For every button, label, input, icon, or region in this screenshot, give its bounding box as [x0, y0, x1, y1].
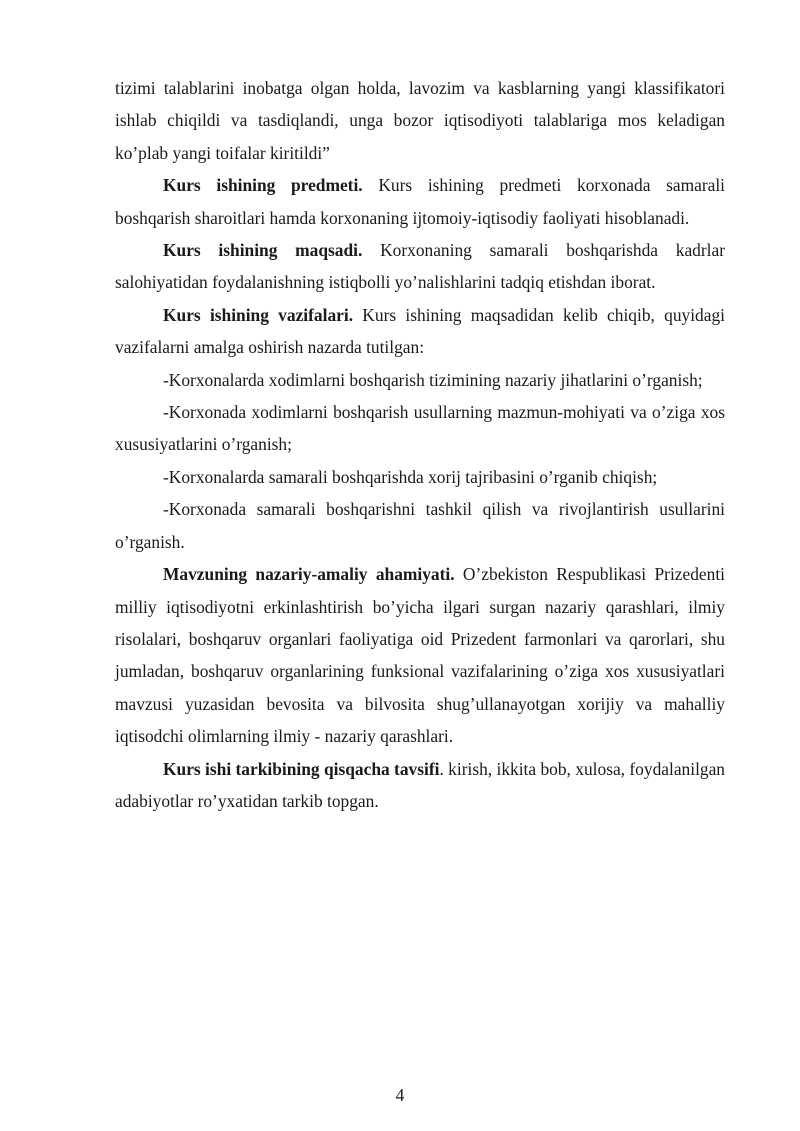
paragraph-text: Korxonaning samarali boshqarishda kadrlar salohiyatidan foydalanishning istiqbolli yo’nalishlarini tadqiq etishdan iborat.: [115, 240, 725, 293]
paragraph-text: . kirish, ikkita bob, xulosa, foydalanilgan adabiyotlar ro’yxatidan tarkib topgan.: [115, 758, 726, 811]
paragraph-continuation: [115, 72, 725, 169]
paragraph-text: -Korxonalarda samarali boshqarishda xorij tajribasini o’rganib chiqish;: [163, 466, 658, 487]
document-page: [115, 72, 725, 817]
page-number: 4: [395, 1085, 405, 1105]
paragraph-heading: Mavzuning nazariy-amaliy ahamiyati.: [163, 564, 455, 585]
task-list-item: [115, 493, 725, 558]
paragraph-text: Kurs ishining maqsadidan kelib chiqib, quyidagi vazifalarni amalga oshirish nazarda tutilgan:: [115, 304, 725, 358]
paragraph-text: -Korxonada xodimlarni boshqarish usullarning mazmun-mohiyati va o’ziga xos xususiyatlarini o’rganish;: [115, 402, 725, 455]
paragraph-heading: Kurs ishining maqsadi.: [163, 240, 363, 261]
paragraph-subject: [115, 169, 725, 234]
paragraph-structure: [115, 753, 725, 818]
paragraph-tasks: [115, 299, 725, 364]
paragraph-text: -Korxonada samarali boshqarishni tashkil qilish va rivojlantirish usullarini o’rganish.: [115, 499, 725, 552]
paragraph-heading: Kurs ishining vazifalari.: [163, 304, 354, 325]
paragraph-text: O’zbekiston Respublikasi Prizedenti milliy iqtisodiyotni erkinlashtirish bo’yicha ilgari surgan nazariy qarashlari, ilmiy risolalari, boshqaruv organlari faoliyatiga oid Prizedent farmonlari va qarorlari, shu jumladan, boshqaruv organlarining funksional vazifalarining o’ziga xos xususiyatlari mavzusi yuzasidan bevosita va bilvosita shug’ullanayotgan xorijiy va mahalliy iqtisodchi olimlarning ilmiy - nazariy qarashlari.: [115, 564, 725, 747]
task-list-item: [115, 396, 725, 461]
task-list-item: [115, 461, 725, 493]
paragraph-significance: [115, 558, 725, 752]
paragraph-text: Kurs ishining predmeti korxonada samarali boshqarish sharoitlari hamda korxonaning ijtomoiy-iqtisodiy faoliyati hisoblanadi.: [115, 175, 725, 228]
paragraph-text: -Korxonalarda xodimlarni boshqarish tizimining nazariy jihatlarini o’rganish;: [163, 369, 703, 390]
task-list-item: [115, 364, 725, 396]
paragraph-heading: Kurs ishining predmeti.: [163, 175, 363, 196]
paragraph-text: tizimi talablarini inobatga olgan holda, lavozim va kasblarning yangi klassifikatori ishlab chiqildi va tasdiqlandi, unga bozor iqtisodiyoti talablariga mos keladigan ko’plab yangi toifalar kiritildi”: [115, 78, 725, 163]
paragraph-goal: [115, 234, 725, 299]
paragraph-heading: Kurs ishi tarkibining qisqacha tavsifi: [163, 758, 440, 779]
